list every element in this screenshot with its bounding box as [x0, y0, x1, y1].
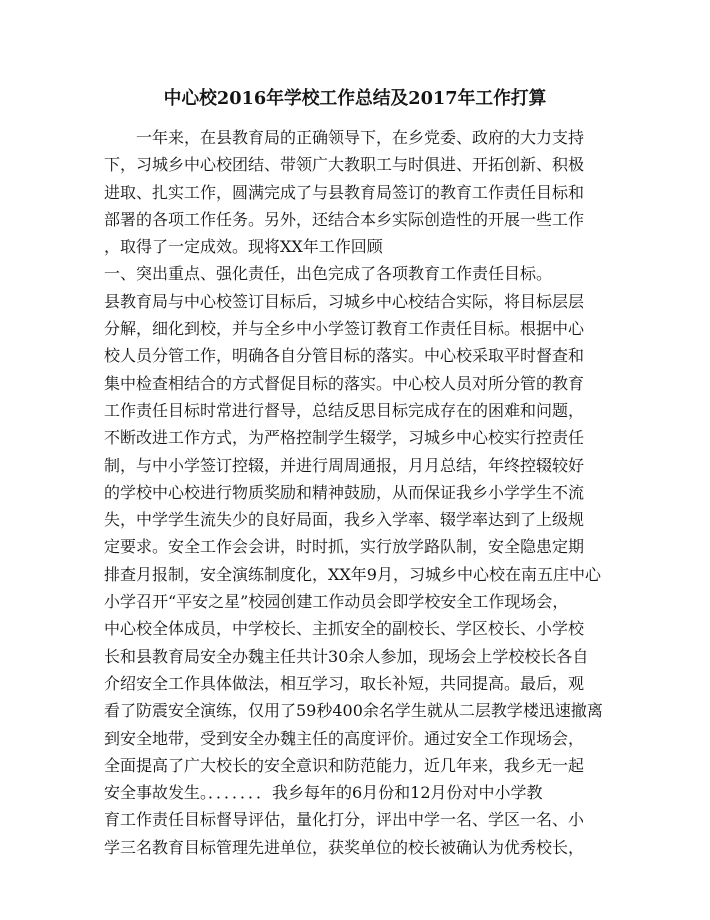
body-line: 进取、扎实工作，圆满完成了与县教育局签订的教育工作责任目标和 — [104, 182, 585, 202]
body-line: 介绍安全工作具体做法，相互学习，取长补短，共同提高。最后，观 — [104, 673, 585, 693]
body-line: 工作责任目标时常进行督导，总结反思目标完成存在的困难和问题， — [104, 400, 585, 420]
body-line: 排查月报制，安全演练制度化，XX年9月，习城乡中心校在南五庄中心 — [104, 564, 601, 584]
document-title: 中心校2016年学校工作总结及2017年工作打算 — [163, 88, 547, 109]
body-line: 集中检查相结合的方式督促目标的落实。中心校人员对所分管的教育 — [104, 373, 585, 393]
body-line: ，取得了一定成效。现将XX年工作回顾 — [104, 237, 383, 257]
body-line: 长和县教育局安全办魏主任共计30余人参加，现场会上学校校长各自 — [104, 646, 589, 666]
body-line: 安全事故发生。．．．．．．．我乡每年的6月份和12月份对中小学教 — [104, 783, 543, 803]
body-line: 制，与中小学签订控辍，并进行周周通报，月月总结，年终控辍较好 — [104, 455, 585, 475]
body-line: 不断改进工作方式，为严格控制学生辍学，习城乡中心校实行控责任 — [104, 428, 585, 448]
body-line: 部署的各项工作任务。另外，还结合本乡实际创造性的开展一些工作 — [104, 209, 585, 229]
body-line: 校人员分管工作，明确各自分管目标的落实。中心校采取平时督查和 — [104, 346, 585, 366]
body-line: 一年来，在县教育局的正确领导下，在乡党委、政府的大力支持 — [104, 128, 585, 147]
body-line: 一、突出重点、强化责任，出色完成了各项教育工作责任目标。 — [104, 264, 553, 284]
document-body — [104, 124, 614, 861]
body-line: 小学召开“平安之星”校园创建工作动员会即学校安全工作现场会， — [104, 592, 569, 612]
body-line: 定要求。安全工作会会讲，时时抓，实行放学路队制，安全隐患定期 — [104, 537, 585, 557]
body-line: 学三名教育目标管理先进单位，获奖单位的校长被确认为优秀校长， — [104, 837, 585, 857]
body-line: 分解，细化到校，并与全乡中小学签订教育工作责任目标。根据中心 — [104, 319, 585, 339]
body-line: 失，中学学生流失少的良好局面，我乡入学率、辍学率达到了上级规 — [104, 510, 585, 530]
body-line: 全面提高了广大校长的安全意识和防范能力，近几年来，我乡无一起 — [104, 755, 585, 775]
body-line: 的学校中心校进行物质奖励和精神鼓励，从而保证我乡小学学生不流 — [104, 482, 585, 502]
body-line: 育工作责任目标督导评估，量化打分，评出中学一名、学区一名、小 — [104, 810, 585, 830]
body-line: 县教育局与中心校签订目标后，习城乡中心校结合实际，将目标层层 — [104, 291, 585, 311]
body-line: 到安全地带，受到安全办魏主任的高度评价。通过安全工作现场会， — [104, 728, 585, 748]
body-line: 下，习城乡中心校团结、带领广大教职工与时俱进、开拓创新、积极 — [104, 155, 585, 175]
body-line: 中心校全体成员，中学校长、主抓安全的副校长、学区校长、小学校 — [104, 619, 585, 639]
body-line: 看了防震安全演练，仅用了59秒400余名学生就从二层教学楼迅速撤离 — [104, 701, 603, 721]
